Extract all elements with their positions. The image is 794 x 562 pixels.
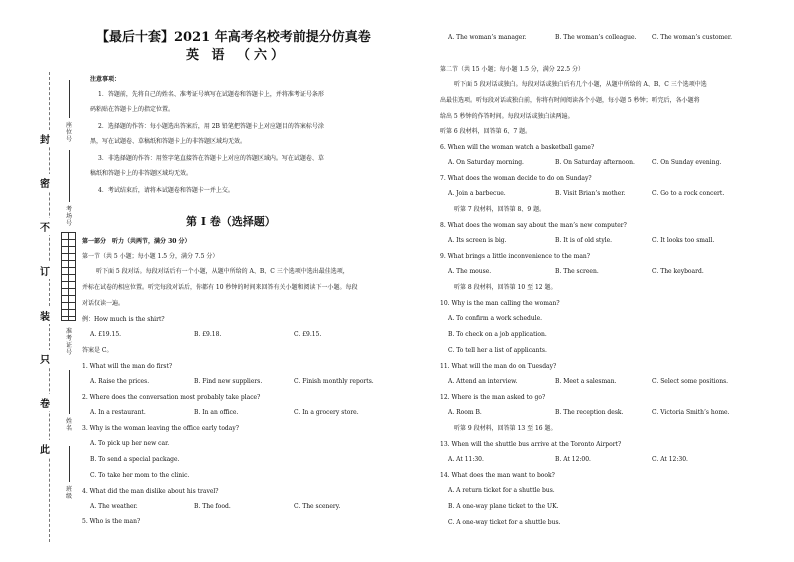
sub-section-heading: 第一节（共 5 小题；每小题 1.5 分，满分 7.5 分） (82, 253, 219, 260)
admission-number-grid (61, 232, 76, 321)
option: A. The mouse. (448, 268, 492, 275)
option: A. To confirm a work schedule. (448, 315, 543, 322)
option: B. In an office. (194, 409, 239, 416)
question: 13. When will the shuttle bus arrive at the Toronto Airport? (440, 441, 622, 448)
option: B. A one-way plane ticket to the UK. (448, 503, 559, 510)
material-note: 听第 7 段材料，回答第 8、9 题。 (454, 206, 546, 213)
field-line (69, 80, 70, 118)
material-note: 听第 6 段材料，回答第 6、7 题。 (440, 128, 532, 135)
part-heading: 第一部分 听力（共两节，满分 30 分） (82, 238, 191, 245)
seal-char: 装 (40, 307, 50, 324)
left-column (82, 0, 400, 562)
instructions-line: 听下面 5 段对话。每段对话后有一个小题，从题中所给的 A、B、C 三个选项中选出最佳选项， (96, 268, 349, 275)
example-question: 例：How much is the shirt? (82, 316, 165, 323)
option: A. Raise the prices. (90, 378, 150, 385)
field-class: 班级 (65, 486, 72, 500)
option: B. The woman’s colleague. (555, 34, 637, 41)
option: B. To send a special package. (90, 456, 180, 463)
option: C. A one-way ticket for a shuttle bus. (448, 519, 561, 526)
seal-char: 密 (40, 174, 50, 191)
option: A. £19.15. (90, 331, 122, 338)
note-line: 2．选择题的作答：每小题选出答案后，用 2B 铅笔把答题卡上对应题目的答案标号涂 (98, 123, 324, 130)
question: 11. What will the man do on Tuesday? (440, 363, 557, 370)
sub-section-heading: 第二节（共 15 小题；每小题 1.5 分，满分 22.5 分） (440, 66, 584, 73)
question: 1. What will the man do first? (82, 363, 173, 370)
option: B. The screen. (555, 268, 599, 275)
question: 6. When will the woman watch a basketball game? (440, 144, 595, 151)
right-column (440, 0, 785, 562)
option: C. It looks too small. (652, 237, 715, 244)
option: B. Meet a salesman. (555, 378, 617, 385)
note-line: 码粘贴在答题卡上的指定位置。 (90, 106, 175, 113)
option: B. On Saturday afternoon. (555, 159, 635, 166)
option: A. To pick up her new car. (90, 440, 170, 447)
field-admission-number: 准考证号 (65, 328, 72, 356)
option: B. The food. (194, 503, 231, 510)
question: 9. What brings a little inconvenience to the man? (440, 253, 590, 260)
option: A. Its screen is big. (448, 237, 507, 244)
option: C. To tell her a list of applicants. (448, 347, 547, 354)
material-note: 听第 8 段材料，回答第 10 至 12 题。 (454, 284, 557, 291)
option: A. In a restaurant. (90, 409, 146, 416)
option: C. Go to a rock concert. (652, 190, 725, 197)
exam-title: 【最后十套】2021 年高考名校考前提分仿真卷 (96, 30, 371, 45)
field-line (69, 446, 70, 482)
section-title: 第 I 卷（选择题） (186, 215, 276, 228)
question: 12. Where is the man asked to go? (440, 394, 546, 401)
question: 14. What does the man want to book? (440, 472, 555, 479)
binding-margin (0, 0, 80, 562)
note-line: 1．答题前，先将自己的姓名、准考证号填写在试题卷和答题卡上，并将准考证号条形 (98, 91, 324, 98)
option: A. The weather. (90, 503, 138, 510)
note-line: 稿纸和答题卡上的非答题区域均无效。 (90, 170, 193, 177)
option: C. At 12:30. (652, 456, 688, 463)
option: A. Join a barbecue. (448, 190, 506, 197)
option: A. At 11:30. (448, 456, 484, 463)
option: C. The keyboard. (652, 268, 704, 275)
option: B. At 12:00. (555, 456, 591, 463)
seal-char: 此 (40, 440, 50, 457)
seal-char: 封 (40, 130, 50, 147)
question: 7. What does the woman decide to do on Sunday? (440, 175, 592, 182)
instructions-line: 并标在试卷的相应位置。听完每段对话后，你都有 10 秒钟的时间来回答有关小题和阅读下一小题。每段 (82, 284, 358, 291)
notes-heading: 注意事项： (90, 76, 121, 83)
field-line (69, 370, 70, 414)
option: C. £9.15. (294, 331, 322, 338)
option: C. Select some positions. (652, 378, 729, 385)
option: A. A return ticket for a shuttle bus. (448, 487, 555, 494)
field-exam-room: 考场号 (65, 206, 72, 227)
seal-char: 只 (40, 350, 50, 367)
instructions-line: 出最佳选项。听每段对话或独白前，你将有时间阅读各个小题，每小题 5 秒钟；听完后，各小题将 (440, 97, 700, 104)
field-seat-number: 座位号 (65, 122, 72, 143)
question: 10. Why is the man calling the woman? (440, 300, 560, 307)
instructions-line: 对话仅读一遍。 (82, 300, 125, 307)
seal-char: 不 (40, 218, 50, 235)
option: B. To check on a job application. (448, 331, 547, 338)
question: 5. Who is the man? (82, 518, 141, 525)
option: C. In a grocery store. (294, 409, 359, 416)
instructions-line: 给出 5 秒钟的作答时间。每段对话或独白读两遍。 (440, 113, 574, 120)
question: 2. Where does the conversation most probably take place? (82, 394, 261, 401)
material-note: 听第 9 段材料，回答第 13 至 16 题。 (454, 425, 557, 432)
field-line (69, 150, 70, 202)
instructions-line: 听下面 5 段对话或独白。每段对话或独白后有几个小题，从题中所给的 A、B、C 三个选项中选 (454, 81, 707, 88)
seal-char: 卷 (40, 394, 50, 411)
option: C. Finish monthly reports. (294, 378, 374, 385)
option: B. The reception desk. (555, 409, 624, 416)
field-name: 姓名 (65, 418, 72, 432)
option: B. Find new suppliers. (194, 378, 263, 385)
question: 8. What does the woman say about the man’s new computer? (440, 222, 627, 229)
option: A. Room B. (448, 409, 482, 416)
option: A. The woman’s manager. (448, 34, 527, 41)
option: A. Attend an interview. (448, 378, 518, 385)
note-line: 黑，写在试题卷、草稿纸和答题卡上的非答题区域均无效。 (90, 138, 247, 145)
option: C. The woman’s customer. (652, 34, 732, 41)
exam-subtitle: 英 语 （六） (186, 48, 289, 63)
option: C. Victoria Smith’s home. (652, 409, 730, 416)
option: B. £9.18. (194, 331, 222, 338)
seal-char: 订 (40, 262, 50, 279)
option: B. It is of old style. (555, 237, 613, 244)
option: C. On Sunday evening. (652, 159, 722, 166)
option: A. On Saturday morning. (448, 159, 524, 166)
option: C. The scenery. (294, 503, 341, 510)
note-line: 4．考试结束后，请将本试题卷和答题卡一并上交。 (98, 187, 234, 194)
note-line: 3．非选择题的作答：用签字笔直接答在答题卡上对应的答题区域内。写在试题卷、草 (98, 155, 324, 162)
option: C. To take her mom to the clinic. (90, 472, 190, 479)
question: 4. What did the man dislike about his travel? (82, 488, 219, 495)
option: B. Visit Brian’s mother. (555, 190, 626, 197)
example-answer: 答案是 C。 (82, 347, 113, 354)
question: 3. Why is the woman leaving the office early today? (82, 425, 239, 432)
